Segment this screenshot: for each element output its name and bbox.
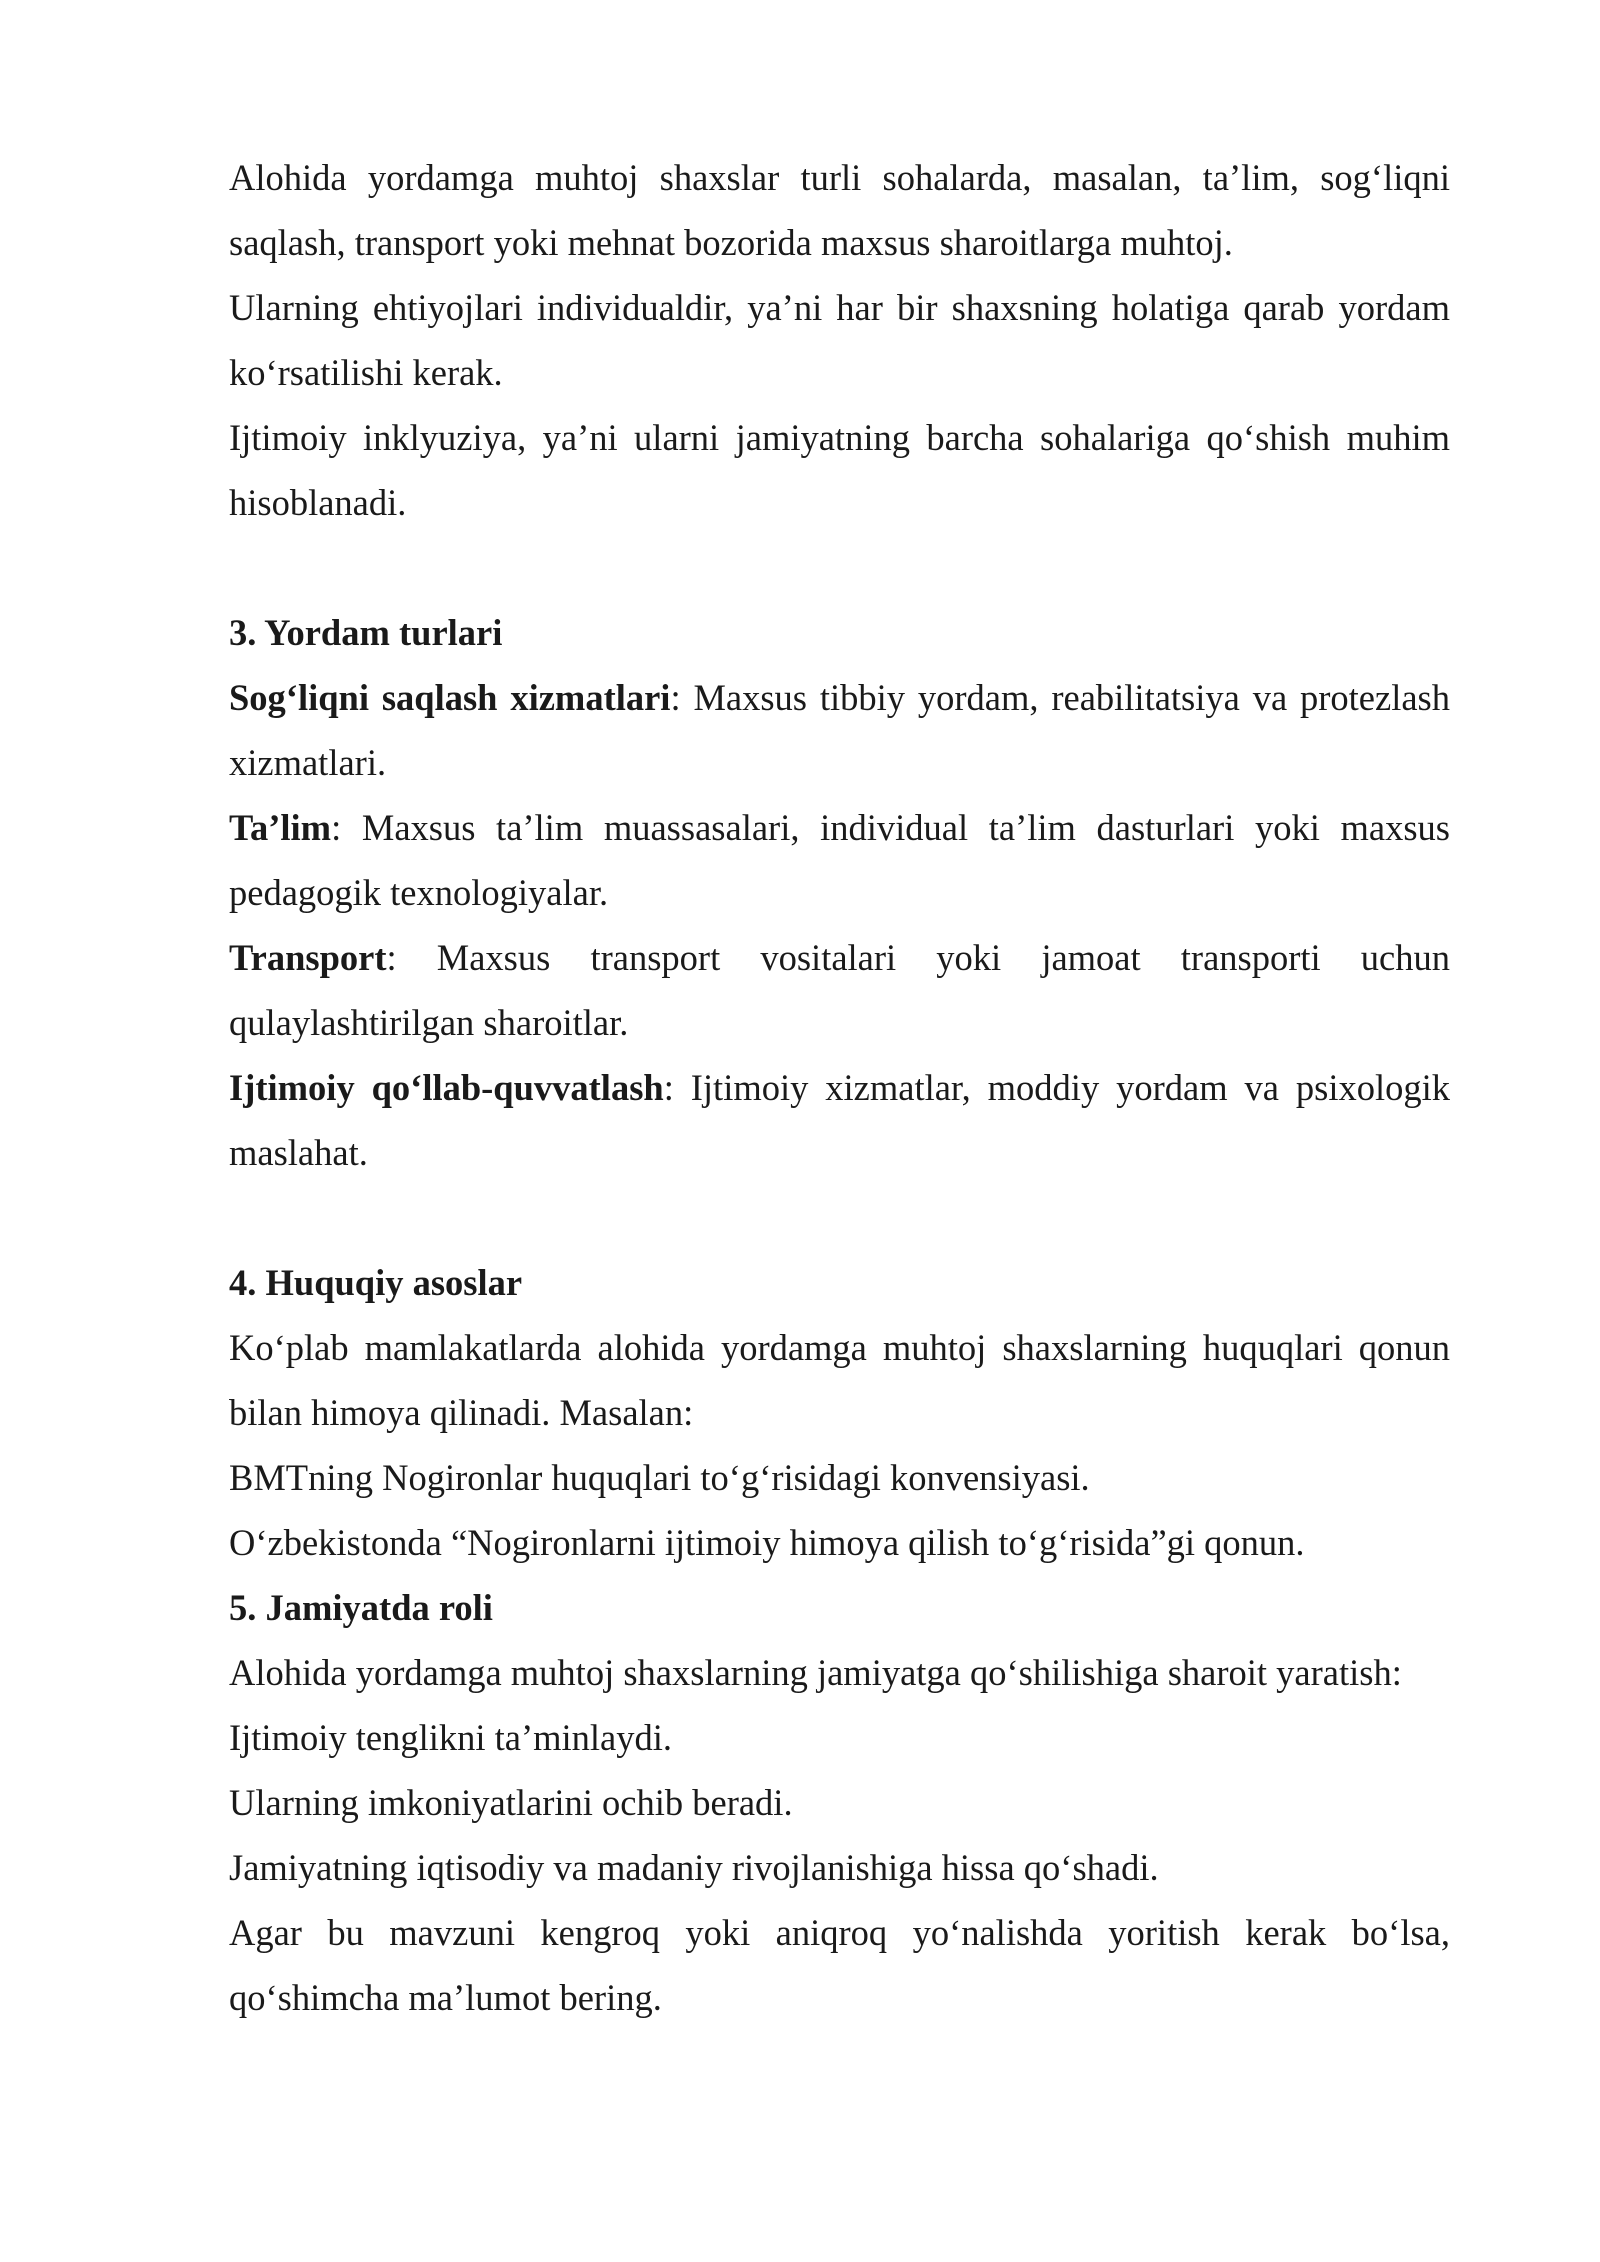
- item-text: : Maxsus transport vositalari yoki jamoat transporti uchun qulaylashtirilgan sharoitlar.: [229, 937, 1450, 1043]
- item-term: Ijtimoiy qo‘llab-quvvatlash: [229, 1067, 664, 1108]
- section-3-item-transport: [229, 925, 1450, 1055]
- item-term: Transport: [229, 937, 387, 978]
- section-5-paragraph-4: Jamiyatning iqtisodiy va madaniy rivojlanishiga hissa qo‘shadi.: [229, 1847, 1159, 1888]
- section-4-paragraph-1: Ko‘plab mamlakatlarda alohida yordamga muhtoj shaxslarning huquqlari qonun bilan himoya qilinadi. Masalan:: [229, 1327, 1450, 1433]
- section-5-heading: 5. Jamiyatda roli: [229, 1587, 493, 1628]
- intro-paragraph-1: Alohida yordamga muhtoj shaxslar turli sohalarda, masalan, ta’lim, sog‘liqni saqlash, transport yoki mehnat bozorida maxsus sharoitlarga muhtoj.: [229, 157, 1450, 263]
- item-term: Sog‘liqni saqlash xizmatlari: [229, 677, 671, 718]
- section-4-paragraph-2: BMTning Nogironlar huquqlari to‘g‘risidagi konvensiyasi.: [229, 1457, 1090, 1498]
- section-5-paragraph-2: Ijtimoiy tenglikni ta’minlaydi.: [229, 1717, 673, 1758]
- document-body: [229, 145, 1450, 2030]
- section-5-paragraph-5: Agar bu mavzuni kengroq yoki aniqroq yo‘nalishda yoritish kerak bo‘lsa, qo‘shimcha ma’lumot bering.: [229, 1912, 1450, 2018]
- section-3-item-health: [229, 665, 1450, 795]
- section-5-paragraph-1: Alohida yordamga muhtoj shaxslarning jamiyatga qo‘shilishiga sharoit yaratish:: [229, 1652, 1402, 1693]
- item-text: : Maxsus tibbiy yordam, reabilitatsiya va protezlash xizmatlari.: [229, 677, 1450, 783]
- item-term: Ta’lim: [229, 807, 332, 848]
- intro-paragraph-2: Ularning ehtiyojlari individualdir, ya’ni har bir shaxsning holatiga qarab yordam ko‘rsatilishi kerak.: [229, 287, 1450, 393]
- section-5-paragraph-3: Ularning imkoniyatlarini ochib beradi.: [229, 1782, 793, 1823]
- item-text: : Maxsus ta’lim muassasalari, individual ta’lim dasturlari yoki maxsus pedagogik texnologiyalar.: [229, 807, 1450, 913]
- spacer: [229, 1185, 1450, 1250]
- section-3-item-education: [229, 795, 1450, 925]
- section-4-heading: 4. Huquqiy asoslar: [229, 1262, 523, 1303]
- section-3-heading: 3. Yordam turlari: [229, 612, 503, 653]
- section-3-item-social: [229, 1055, 1450, 1185]
- item-text: : Ijtimoiy xizmatlar, moddiy yordam va psixologik maslahat.: [229, 1067, 1450, 1173]
- section-4-paragraph-3: O‘zbekistonda “Nogironlarni ijtimoiy himoya qilish to‘g‘risida”gi qonun.: [229, 1522, 1305, 1563]
- spacer: [229, 535, 1450, 600]
- intro-paragraph-3: Ijtimoiy inklyuziya, ya’ni ularni jamiyatning barcha sohalariga qo‘shish muhim hisoblanadi.: [229, 417, 1450, 523]
